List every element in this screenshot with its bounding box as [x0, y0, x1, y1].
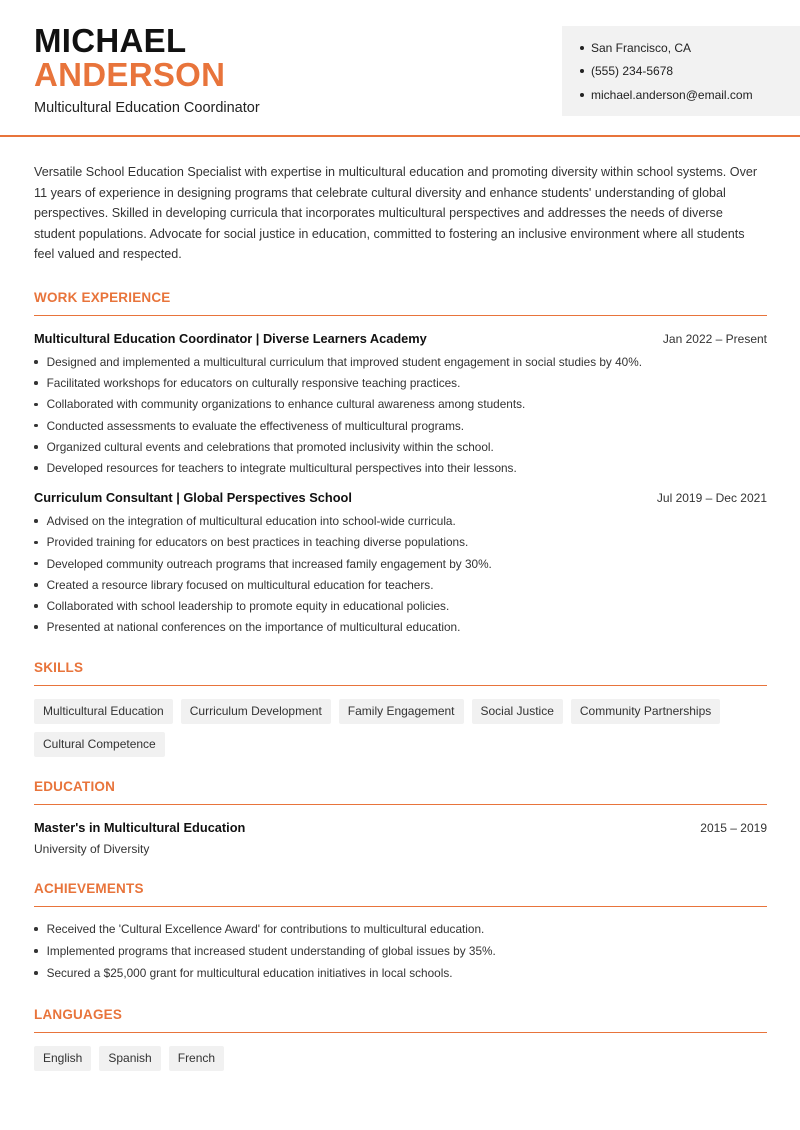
job-entry: [34, 331, 767, 479]
first-name: MICHAEL: [34, 22, 187, 59]
job-dates: Jan 2022 – Present: [662, 331, 767, 346]
email-link[interactable]: michael.anderson@email.com: [591, 87, 753, 102]
education-entry: [34, 820, 767, 856]
bullet-icon: [34, 381, 38, 385]
skill-chip: Community Partnerships: [571, 699, 720, 724]
skill-chip: Family Engagement: [339, 699, 464, 724]
list-item: Advised on the integration of multicultural education into school-wide curricula.: [34, 511, 767, 532]
bullet-icon: [34, 541, 38, 545]
language-chip: English: [34, 1046, 91, 1071]
bullet-icon: [580, 46, 584, 50]
skills-list: [34, 699, 767, 757]
job-role: Multicultural Education Coordinator | Diverse Learners Academy: [34, 330, 427, 346]
job-role: Curriculum Consultant | Global Perspectives School: [34, 489, 352, 505]
bullet-icon: [34, 519, 38, 523]
list-item: Received the 'Cultural Excellence Award' for contributions to multicultural education.: [34, 918, 767, 940]
last-name: ANDERSON: [34, 56, 226, 93]
bullet-icon: [34, 625, 38, 629]
bullet-icon: [34, 971, 38, 975]
contact-location: [580, 36, 800, 60]
list-item: Presented at national conferences on the importance of multicultural education.: [34, 617, 767, 638]
list-item: Developed resources for teachers to integrate multicultural perspectives into their lessons.: [34, 457, 767, 478]
skill-chip: Social Justice: [472, 699, 563, 724]
bullet-icon: [580, 93, 584, 97]
bullet-icon: [34, 604, 38, 608]
list-item: Designed and implemented a multicultural curriculum that improved student engagement in social studies by 40%.: [34, 352, 767, 373]
list-item: Created a resource library focused on multicultural education for teachers.: [34, 574, 767, 595]
section-title-languages: LANGUAGES: [34, 1007, 767, 1033]
achievements-list: [34, 918, 767, 984]
section-title-education: EDUCATION: [34, 779, 767, 805]
school-name: University of Diversity: [34, 841, 150, 856]
degree: Master's in Multicultural Education: [34, 819, 246, 835]
bullet-icon: [34, 583, 38, 587]
bullet-icon: [580, 69, 584, 73]
skill-chip: Curriculum Development: [181, 699, 331, 724]
skill-chip: Cultural Competence: [34, 732, 165, 757]
section-title-achievements: ACHIEVEMENTS: [34, 881, 767, 907]
resume-body: [34, 162, 767, 1071]
list-item: Provided training for educators on best practices in teaching diverse populations.: [34, 532, 767, 553]
summary-paragraph: Versatile School Education Specialist with expertise in multicultural education and promoting diversity within school systems. Over 11 years of experience in designing programs that celebrate cultural diversity and enhance students' understanding of global perspectives. Skilled in developing curricula that incorporates multicultural perspectives and addresses the needs of diverse student populations. Advocate for social justice in education, committed to fostering an inclusive environment where all students feel valued and respected.: [34, 165, 758, 261]
bullet-icon: [34, 562, 38, 566]
section-title-work: WORK EXPERIENCE: [34, 290, 767, 316]
bullet-icon: [34, 403, 38, 407]
job-bullets: [34, 352, 767, 479]
languages-list: [34, 1046, 767, 1071]
list-item: Developed community outreach programs that increased family engagement by 30%.: [34, 553, 767, 574]
skill-chip: Multicultural Education: [34, 699, 173, 724]
list-item: Facilitated workshops for educators on culturally responsive teaching practices.: [34, 373, 767, 394]
bullet-icon: [34, 466, 38, 470]
job-title: Multicultural Education Coordinator: [34, 100, 260, 116]
bullet-icon: [34, 360, 38, 364]
location-text: San Francisco, CA: [591, 40, 692, 55]
job-dates: Jul 2019 – Dec 2021: [656, 490, 767, 505]
phone-text: (555) 234-5678: [591, 64, 674, 79]
contact-box: [562, 26, 800, 116]
job-bullets: [34, 511, 767, 638]
section-title-skills: SKILLS: [34, 660, 767, 686]
bullet-icon: [34, 927, 38, 931]
list-item: Secured a $25,000 grant for multicultural education initiatives in local schools.: [34, 962, 767, 984]
list-item: Conducted assessments to evaluate the effectiveness of multicultural programs.: [34, 415, 767, 436]
bullet-icon: [34, 445, 38, 449]
language-chip: Spanish: [99, 1046, 160, 1071]
list-item: Collaborated with school leadership to promote equity in educational policies.: [34, 595, 767, 616]
bullet-icon: [34, 424, 38, 428]
list-item: Implemented programs that increased student understanding of global issues by 35%.: [34, 940, 767, 962]
contact-email[interactable]: [580, 83, 800, 107]
contact-phone: [580, 60, 800, 84]
list-item: Organized cultural events and celebrations that promoted inclusivity within the school.: [34, 436, 767, 457]
job-entry: [34, 490, 767, 638]
list-item: Collaborated with community organizations to enhance cultural awareness among students.: [34, 394, 767, 415]
bullet-icon: [34, 949, 38, 953]
resume-header: [0, 0, 800, 137]
education-dates: 2015 – 2019: [700, 820, 767, 835]
language-chip: French: [169, 1046, 224, 1071]
